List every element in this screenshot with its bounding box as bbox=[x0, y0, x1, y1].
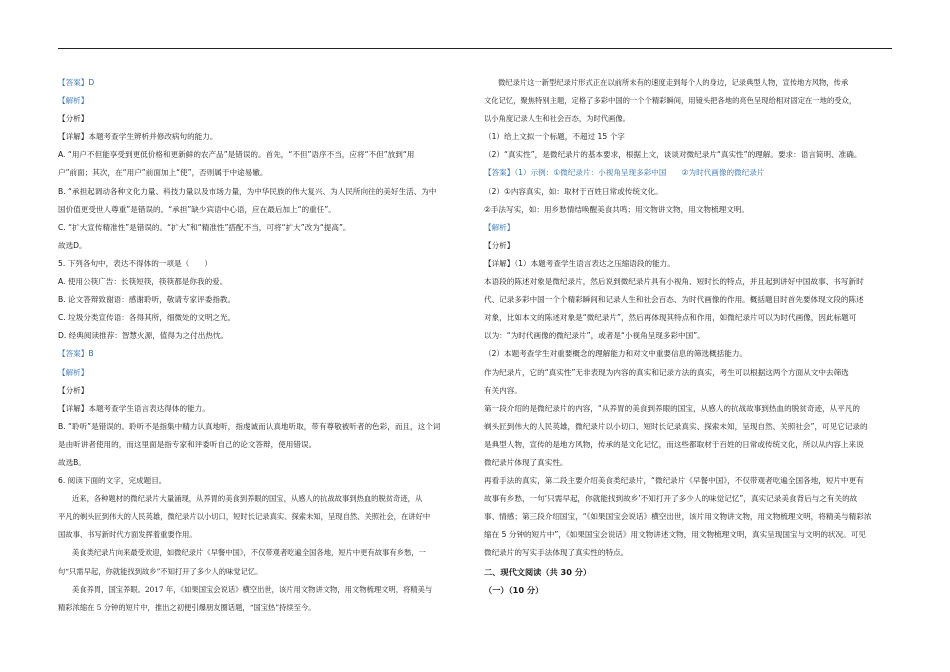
right-line: （一）（10 分） bbox=[484, 584, 544, 595]
right-line: 以小角度记录人生和社会百态，为时代画像。 bbox=[484, 114, 630, 124]
left-column bbox=[58, 74, 456, 617]
right-line: 缩在 5 分钟的短片中”，《如果国宝会说话》用文物讲述文物，用文物梳理文明，真实呈现国宝与文明的状况。可见 bbox=[484, 530, 866, 540]
left-line: 故选D。 bbox=[58, 240, 87, 250]
left-line: 【详解】本题考查学生语言表达得体的能力。 bbox=[58, 403, 210, 413]
left-line: B. “承担起调动各种文化力量、科技力量以及市场力量，为中华民族的伟大复兴、为人民所向往的美好生活、为中 bbox=[58, 186, 437, 196]
left-line: 是由听讲者使用的，而这里面是指专家和评委听自己的论文答辩，使用错误。 bbox=[58, 439, 317, 449]
left-line: 【答案】D bbox=[58, 78, 95, 87]
left-line: 6. 阅读下面的文字，完成题目。 bbox=[58, 476, 167, 486]
left-line: 句“只需早起，你就能找到故乡”不知打开了多少人的味觉记忆。 bbox=[58, 566, 263, 576]
left-line: A. “用户不但能享受到更低价格和更新鲜的农产品”是错误的。首先，“不但”语序不当，应将“不但”放到“用 bbox=[58, 150, 415, 160]
right-line: （2）①内容真实，如：取材于百姓日常或传统文化。 bbox=[484, 186, 663, 196]
left-line: 【分析】 bbox=[58, 385, 89, 395]
right-column bbox=[484, 74, 882, 599]
right-line: 以为：“为时代画像的微纪录片”，或者是“小视角呈现多彩中国”。 bbox=[484, 331, 705, 341]
right-line: 作为纪录片，它的“真实性”无非表现为内容的真实和记录方法的真实，考生可以根据这两个方面从文中去筛选 bbox=[484, 367, 849, 377]
right-line: 【答案】（1）示例：①微纪录片：小视角呈现多彩中国 ②为时代画像的微纪录片 bbox=[484, 168, 765, 178]
header-rule bbox=[58, 48, 892, 49]
right-line: 微纪录片这一新型纪录片形式正在以前所未有的速度走到每个人的身边，记录典型人物，宣传地方风物，传承 bbox=[498, 78, 849, 87]
right-line: 对象，比如本文的陈述对象是“微纪录片”，然后再体现其特点和作用，如微纪录片可以为时代画像，因此标题可 bbox=[484, 313, 857, 323]
left-line: 平凡的剃头匠到伟大的人民英雄，微纪录片以小切口，短时长记录真实、探索未知，呈现自然、关照社会，在讲好中 bbox=[58, 512, 431, 522]
left-line: 美食类纪录片向来最受欢迎，如微纪录片《早餐中国》，不仅带观者吃遍全国各地，短片中更有故事有乡愁，一 bbox=[72, 548, 426, 558]
right-line: 有关内容。 bbox=[484, 385, 522, 395]
right-line: 故事有乡愁，一句‘只需早起，你就能找到故乡’不知打开了多少人的味觉记忆”，真实记录美食背后与之有关的故 bbox=[484, 494, 858, 504]
right-line: 二、现代文阅读（共 30 分） bbox=[484, 566, 592, 577]
left-line: C. “扩大宣传精准性”是错误的。“扩大”和“精准性”搭配不当，可将“扩大”改为“提高”。 bbox=[58, 222, 351, 232]
right-line: 【解析】 bbox=[484, 222, 515, 232]
right-line: ②手法写实，如：用乡愁情结唤醒美食共鸣；用文物讲文物，用文物梳理文明。 bbox=[484, 204, 749, 214]
right-line: 再看手法的真实，第二段主要介绍美食类纪录片，“微纪录片《早餐中国》，不仅带观者吃遍全国各地，短片中更有 bbox=[484, 476, 864, 486]
right-line: 剃头匠到伟大的人民英雄，微纪录片以小切口、短时长记录真实、探索未知，呈现自然、关照社会”，可见它记录的 bbox=[484, 421, 868, 431]
left-line: 【解析】 bbox=[58, 96, 89, 106]
right-line: 本语段的陈述对象是微纪录片，然后说到微纪录片具有小视角、短时长的特点，并且起到讲好中国故事、书写新时 bbox=[484, 277, 864, 287]
left-line: 【详解】本题考查学生辨析并修改病句的能力。 bbox=[58, 132, 218, 142]
left-line: B. 论文答辩致谢语：感谢聆听，敬请专家评委指教。 bbox=[58, 295, 236, 305]
right-line: 代、记录多彩中国一个个精彩瞬间和记录人生和社会百态、为时代画像的作用。概括题目时首先要体现文段的陈述 bbox=[484, 295, 864, 305]
left-line: 国故事、书写新时代方面发挥着重要作用。 bbox=[58, 530, 197, 540]
right-line: （2）本题考查学生对重要概念的理解能力和对文中重要信息的筛选概括能力。 bbox=[484, 349, 748, 359]
right-line: （2）“真实性”，是微纪录片的基本要求，根据上文，谈谈对微纪录片“真实性”的理解。要求：语言简明、准确。 bbox=[484, 150, 862, 160]
right-line: 文化记忆，聚焦特别主题，定格了多彩中国的一个个精彩瞬间，用镜头把各地的亮色呈现给相对固定在一地的受众， bbox=[484, 96, 857, 106]
left-line: 精彩浓缩在 5 分钟的短片中，推出之初便引爆朋友圈话题，“国宝热”持续至今。 bbox=[58, 602, 316, 612]
right-line: 【分析】 bbox=[484, 240, 515, 250]
right-line: 是典型人物，宣传的是地方风物，传承的是文化记忆，而这些都取材于百姓的日常或传统文化，所以从内容上来说 bbox=[484, 439, 864, 449]
left-line: D. 经典阅读推荐：智慧火源，值得为之付出热忱。 bbox=[58, 331, 229, 341]
right-line: 【详解】（1）本题考查学生语言表达之压缩语段的能力。 bbox=[484, 258, 675, 268]
left-line: 故选B。 bbox=[58, 457, 86, 467]
left-line: 【答案】B bbox=[58, 349, 94, 359]
left-line: B. “聆听”是错误的。聆听不是指集中精力认真地听，指虔诚而认真地听取，带有尊敬被听者的色彩，而且，这个词 bbox=[58, 421, 441, 431]
left-line: 户”前面；其次，在“用户”前面加上“使”，否则属于中途易辙。 bbox=[58, 168, 268, 178]
right-line: 微纪录片的写实手法体现了真实性的特点。 bbox=[484, 548, 629, 558]
right-line: （1）给上文拟一个标题，不超过 15 个字 bbox=[484, 132, 625, 142]
right-line: 第一段介绍的是微纪录片的内容，“从养胃的美食到养眼的国宝，从感人的抗战故事到热血的脱贫奇迹，从平凡的 bbox=[484, 403, 861, 413]
left-line: 美食养胃，国宝养眼。2017 年，《如果国宝会说话》横空出世，该片用文物讲文物，用文物梳理文明，将精美与 bbox=[72, 584, 433, 594]
left-line: 国价值更受世人尊重”是错误的。“承担”缺少宾语中心语，应在最后加上“的重任”。 bbox=[58, 204, 336, 214]
left-line: 5. 下列各句中，表达不得体的一项是（ ） bbox=[58, 258, 212, 268]
left-line: 【分析】 bbox=[58, 114, 89, 124]
right-line: 微纪录片体现了真实性。 bbox=[484, 457, 568, 467]
left-line: A. 使用公筷广告：长筷短筷，筷筷都是你我的爱。 bbox=[58, 277, 228, 287]
right-line: 事、情感；第三段介绍国宝，“《如果国宝会说话》横空出世，该片用文物讲文物，用文物梳理文明，将精美与精彩浓 bbox=[484, 512, 872, 522]
left-line: C. 垃圾分类宣传语：各得其所，细微处的文明之光。 bbox=[58, 313, 236, 323]
left-line: 【解析】 bbox=[58, 367, 89, 377]
left-line: 近来，各种题材的微纪录片大量涌现，从养胃的美食到养眼的国宝，从感人的抗战故事到热血的脱贫奇迹，从 bbox=[72, 494, 423, 504]
